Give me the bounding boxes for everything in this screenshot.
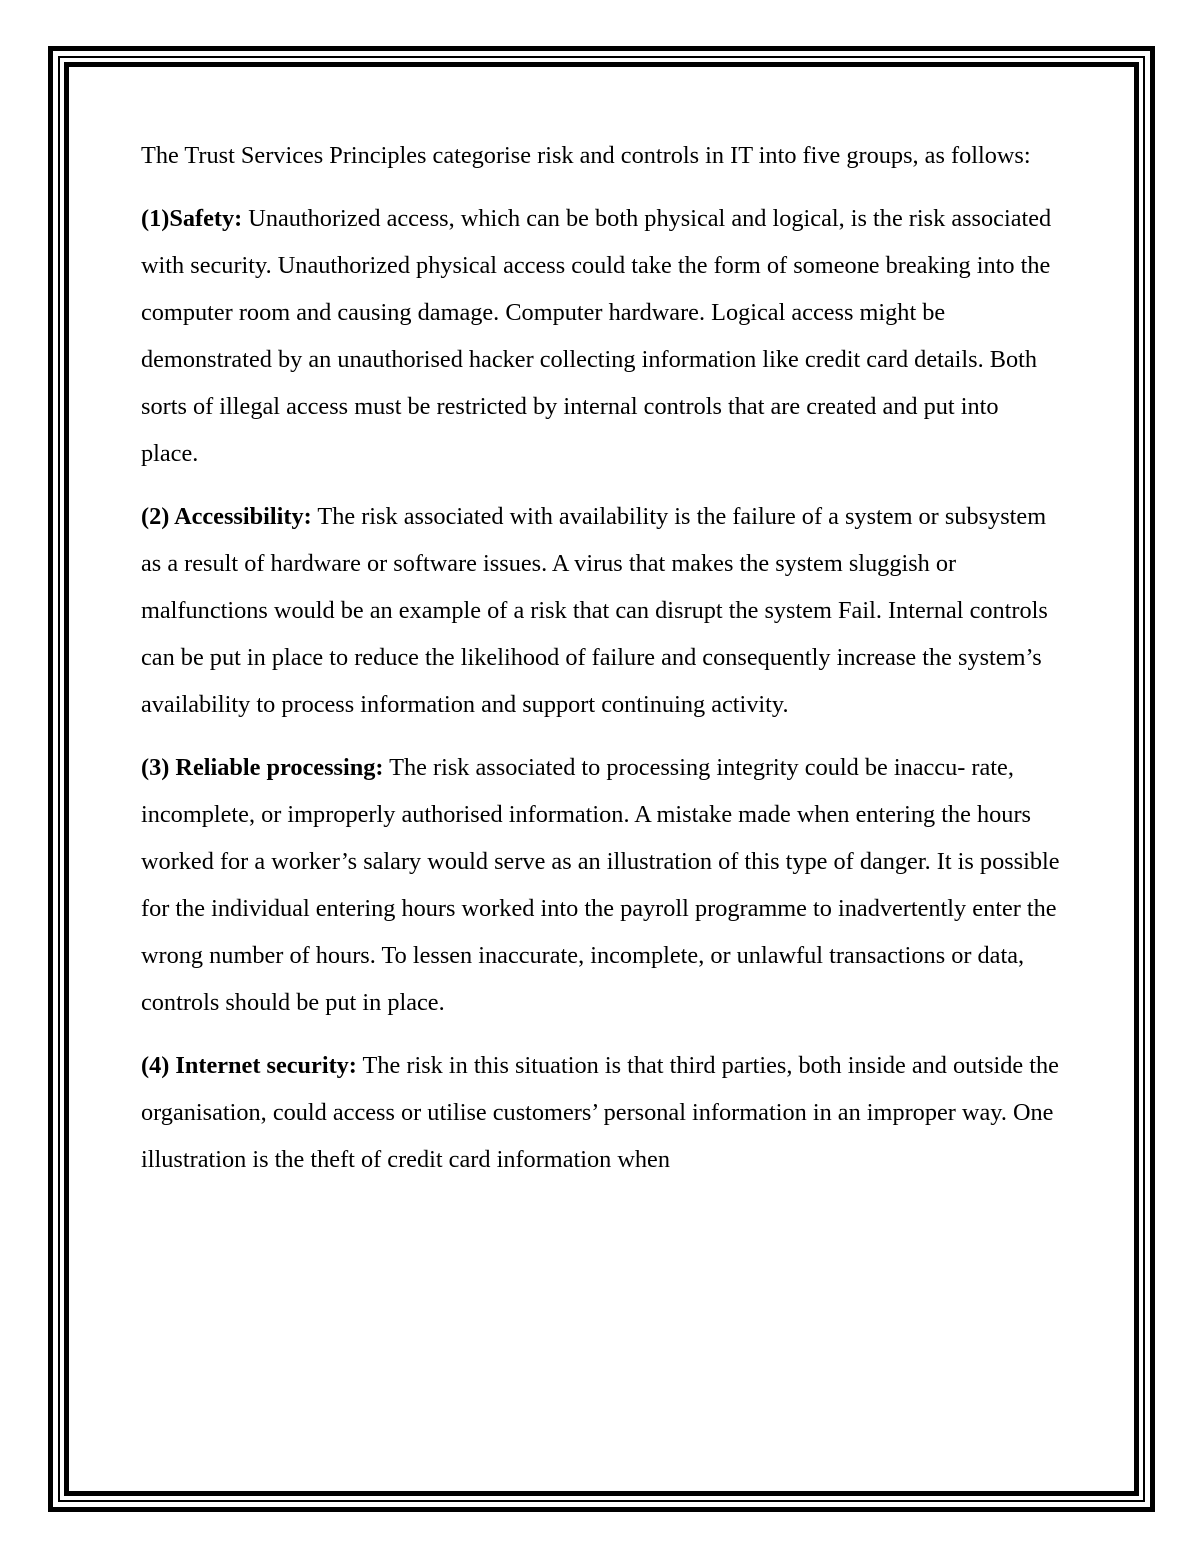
section-safety	[141, 195, 1061, 477]
section-heading: (3) Reliable processing:	[141, 754, 384, 781]
section-text: Unauthorized access, which can be both physical and logical, is the risk associated with security. Unauthorized physical access could take the form of someone breaking into the computer room and causing damage. Computer hardware. Logical access might be demonstrated by an unauthorised hacker collecting information like credit card details. Both sorts of illegal access must be restricted by internal controls that are created and put into place.	[141, 205, 1052, 467]
section-heading: (2) Accessibility:	[141, 503, 312, 530]
section-internet-security	[141, 1042, 1061, 1183]
document-body	[141, 132, 1061, 1199]
section-text: The risk associated with availability is the failure of a system or subsystem as a result of hardware or software issues. A virus that makes the system sluggish or malfunctions would be an example of a risk that can disrupt the system Fail. Internal controls can be put in place to reduce the likelihood of failure and consequently increase the system’s availability to process information and support continuing activity.	[141, 503, 1048, 718]
section-text: The risk associated to processing integrity could be inaccu- rate, incomplete, or improperly authorised information. A mistake made when entering the hours worked for a worker’s salary would serve as an illustration of this type of danger. It is possible for the individual entering hours worked into the payroll programme to inadvertently enter the wrong number of hours. To lessen inaccurate, incomplete, or unlawful transactions or data, controls should be put in place.	[141, 754, 1060, 1016]
section-text: The risk in this situation is that third parties, both inside and outside the organisation, could access or utilise customers’ personal information in an improper way. One illustration is the theft of credit card information when	[141, 1052, 1059, 1173]
intro-paragraph: The Trust Services Principles categorise risk and controls in IT into five groups, as follows:	[141, 142, 1031, 169]
section-heading: (4) Internet security:	[141, 1052, 357, 1079]
section-reliable-processing	[141, 744, 1061, 1026]
section-heading: (1)Safety:	[141, 205, 243, 232]
section-accessibility	[141, 493, 1061, 728]
